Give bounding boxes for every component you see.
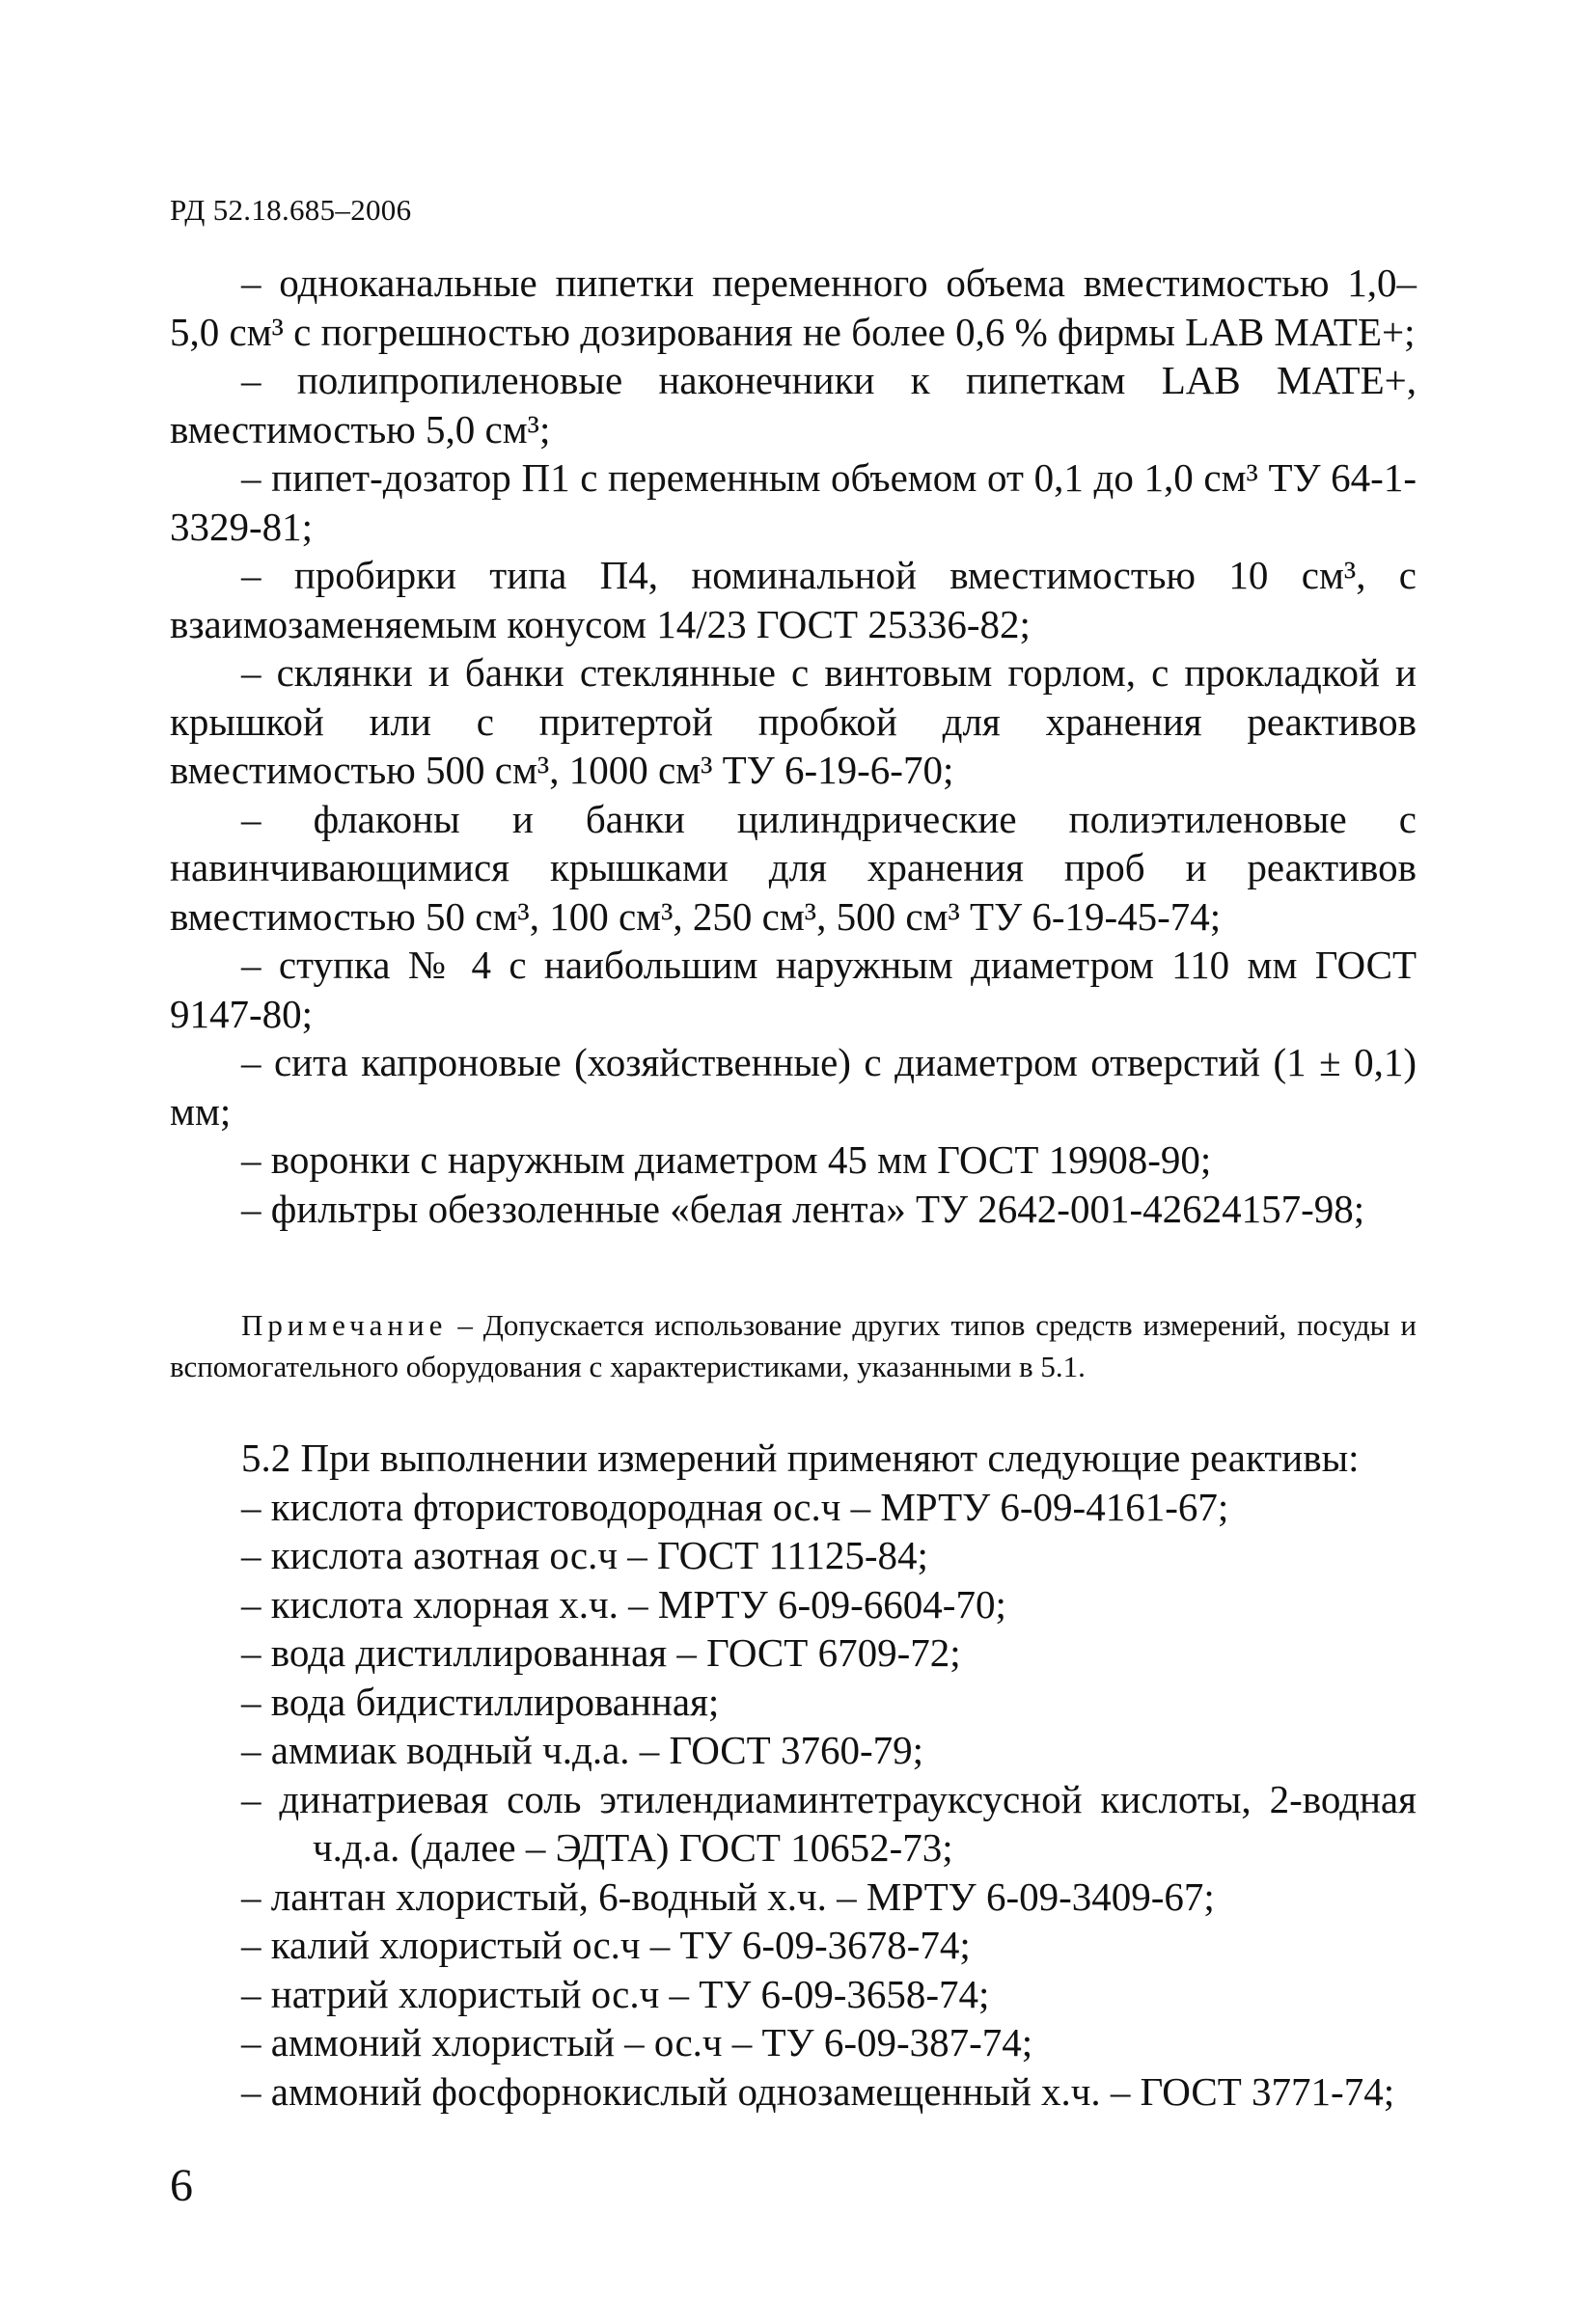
reagent-item: – вода дистиллированная – ГОСТ 6709-72; <box>241 1630 961 1675</box>
equipment-item: – пипет-дозатор П1 с переменным объемом от 0,1 до 1,0 см³ ТУ 64-1-3329-81; <box>170 455 1417 549</box>
reagent-item: – вода бидистиллированная; <box>241 1679 720 1724</box>
document-code-header: РД 52.18.685–2006 <box>170 193 412 227</box>
reagent-item: – кислота фтористоводородная ос.ч – МРТУ 6-09-4161-67; <box>241 1484 1229 1529</box>
equipment-list <box>170 259 1417 1233</box>
reagent-item: – динатриевая соль этилендиаминтетрауксусной кислоты, 2-водная ч.д.а. (далее – ЭДТА) ГОСТ 10652-73; <box>241 1776 1417 1870</box>
equipment-item: – воронки с наружным диаметром 45 мм ГОСТ 19908-90; <box>241 1137 1212 1182</box>
reagent-item: – кислота хлорная х.ч. – МРТУ 6-09-6604-70; <box>241 1581 1006 1627</box>
reagents-heading: 5.2 При выполнении измерений применяют следующие реактивы: <box>241 1435 1360 1480</box>
equipment-item: – флаконы и банки цилиндрические полиэтиленовые с навинчивающимися крышками для хранения проб и реактивов вместимостью 50 см³, 100 см³, 250 см³, 500 см³ ТУ 6-19-45-74; <box>170 796 1417 939</box>
page-number: 6 <box>170 2160 193 2211</box>
reagent-item: – калий хлористый ос.ч – ТУ 6-09-3678-74; <box>241 1923 971 1967</box>
note-text: – Допускается использование других типов средств измерений, посуды и вспомогательного оборудования с характеристиками, указанными в 5.1. <box>170 1308 1417 1383</box>
reagent-item: – аммиак водный ч.д.а. – ГОСТ 3760-79; <box>241 1728 923 1772</box>
reagents-section <box>170 1434 1417 2116</box>
equipment-item: – склянки и банки стеклянные с винтовым горлом, с прокладкой и крышкой или с притертой пробкой для хранения реактивов вместимостью 500 см³, 1000 см³ ТУ 6-19-6-70; <box>170 650 1417 792</box>
equipment-item: – фильтры обеззоленные «белая лента» ТУ 2642-001-42624157-98; <box>241 1186 1365 1231</box>
reagent-item: – кислота азотная ос.ч – ГОСТ 11125-84; <box>241 1533 928 1577</box>
note-label: Примечание <box>241 1308 448 1342</box>
equipment-item: – сита капроновые (хозяйственные) с диаметром отверстий (1 ± 0,1) мм; <box>170 1040 1417 1134</box>
equipment-item: – пробирки типа П4, номинальной вместимостью 10 см³, с взаимозаменяемым конусом 14/23 ГОСТ 25336-82; <box>170 553 1417 646</box>
reagent-item: – аммоний хлористый – ос.ч – ТУ 6-09-387-74; <box>241 2020 1033 2064</box>
reagent-item: – натрий хлористый ос.ч – ТУ 6-09-3658-74; <box>241 1971 990 2016</box>
note-paragraph <box>170 1304 1417 1387</box>
equipment-item: – одноканальные пипетки переменного объема вместимостью 1,0–5,0 см³ с погрешностью дозирования не более 0,6 % фирмы LAB MATE+; <box>170 260 1417 354</box>
equipment-item: – ступка № 4 с наибольшим наружным диаметром 110 мм ГОСТ 9147-80; <box>170 943 1417 1036</box>
reagent-item: – аммоний фосфорнокислый однозамещенный х.ч. – ГОСТ 3771-74; <box>241 2068 1395 2114</box>
reagent-item: – лантан хлористый, 6-водный х.ч. – МРТУ 6-09-3409-67; <box>241 1873 1215 1919</box>
equipment-item: – полипропиленовые наконечники к пипеткам LAB MATE+, вместимостью 5,0 см³; <box>170 358 1417 451</box>
